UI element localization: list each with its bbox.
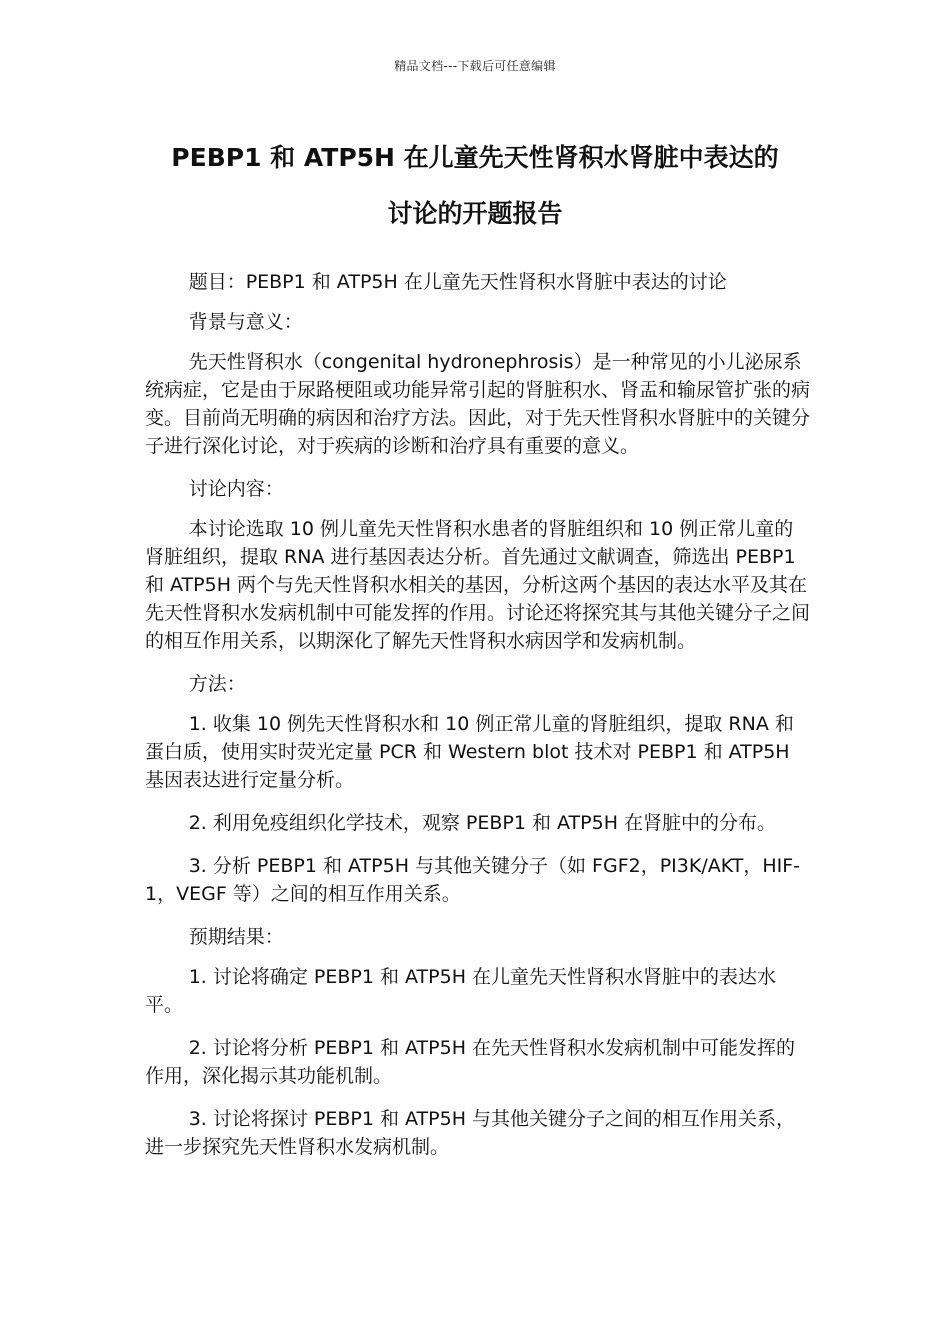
document-body <box>145 268 810 1176</box>
paragraph-method-1: 1. 收集 10 例先天性肾积水和 10 例正常儿童的肾脏组织，提取 RNA 和蛋白质，使用实时荧光定量 PCR 和 Western blot 技术对 PEBP1 和 ATP5H 基因表达进行定量分析。 <box>145 713 794 791</box>
section-heading-methods: 方法： <box>188 673 246 695</box>
paragraph-method-2: 2. 利用免疫组织化学技术，观察 PEBP1 和 ATP5H 在肾脏中的分布。 <box>188 812 777 834</box>
paragraph-content: 本讨论选取 10 例儿童先天性肾积水患者的肾脏组织和 10 例正常儿童的肾脏组织，提取 RNA 进行基因表达分析。首先通过文献调查，筛选出 PEBP1 和 ATP5H 两个与先天性肾积水相关的基因，分析这两个基因的表达水平及其在先天性肾积水发病机制中可能发挥的作用。讨论还将探究其与其他关键分子之间的相互作用关系，以期深化了解先天性肾积水病因学和发病机制。 <box>145 518 811 652</box>
paragraph-result-1: 1. 讨论将确定 PEBP1 和 ATP5H 在儿童先天性肾积水肾脏中的表达水平。 <box>145 966 777 1016</box>
document-title <box>120 130 830 242</box>
document-title-line-1: PEBP1 和 ATP5H 在儿童先天性肾积水肾脏中表达的 <box>171 143 779 172</box>
document-title-line-2: 讨论的开题报告 <box>387 199 563 228</box>
page-header-watermark: 精品文档---下载后可任意编辑 <box>394 59 556 73</box>
paragraph-result-3: 3. 讨论将探讨 PEBP1 和 ATP5H 与其他关键分子之间的相互作用关系，进一步探究先天性肾积水发病机制。 <box>145 1108 796 1158</box>
paragraph-method-3: 3. 分析 PEBP1 和 ATP5H 与其他关键分子（如 FGF2，PI3K/AKT，HIF-1，VEGF 等）之间的相互作用关系。 <box>145 855 801 905</box>
section-heading-content: 讨论内容： <box>188 478 284 500</box>
section-heading-expected-results: 预期结果： <box>188 926 284 948</box>
paragraph-background: 先天性肾积水（congenital hydronephrosis）是一种常见的小儿泌尿系统病症，它是由于尿路梗阻或功能异常引起的肾脏积水、肾盂和输尿管扩张的病变。目前尚无明确的病因和治疗方法。因此，对于先天性肾积水肾脏中的关键分子进行深化讨论，对于疾病的诊断和治疗具有重要的意义。 <box>145 351 811 457</box>
paragraph-topic: 题目：PEBP1 和 ATP5H 在儿童先天性肾积水肾脏中表达的讨论 <box>188 271 727 293</box>
paragraph-result-2: 2. 讨论将分析 PEBP1 和 ATP5H 在先天性肾积水发病机制中可能发挥的作用，深化揭示其功能机制。 <box>145 1037 796 1087</box>
section-heading-background: 背景与意义： <box>188 311 303 333</box>
